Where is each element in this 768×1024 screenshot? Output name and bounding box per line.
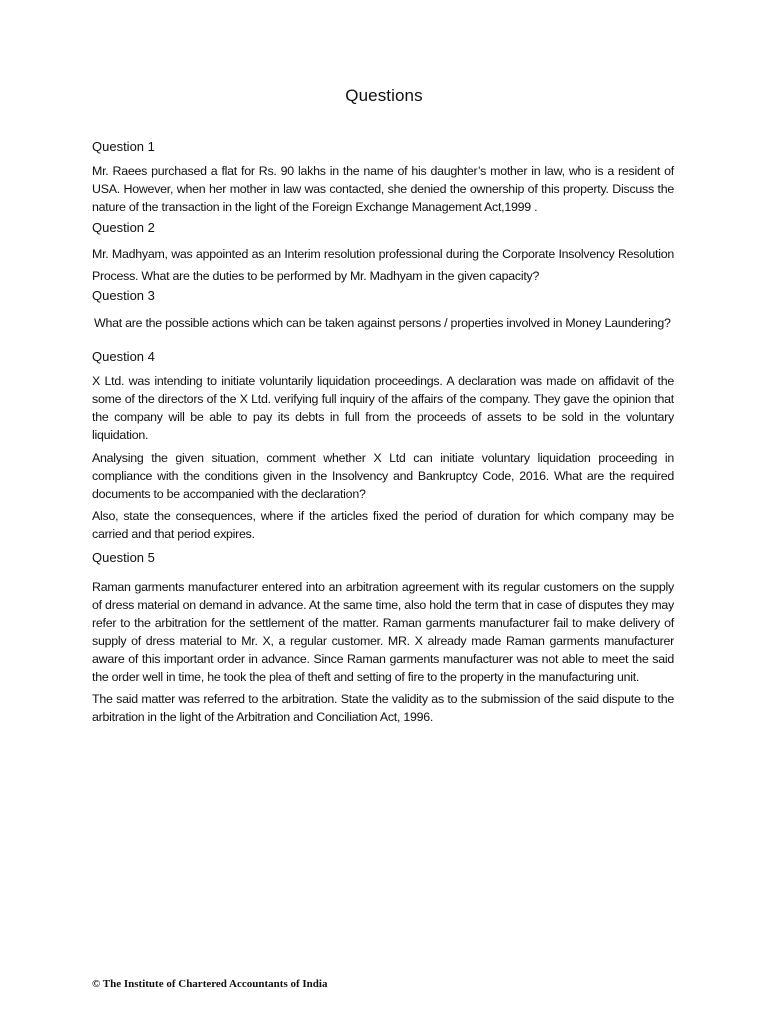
question-heading: Question 3 xyxy=(92,288,155,303)
question-heading: Question 2 xyxy=(92,220,155,235)
footer-copyright: © The Institute of Chartered Accountants of India xyxy=(92,978,328,990)
question-paragraph: Analysing the given situation, comment whether X Ltd can initiate voluntary liquidation proceeding in compliance with the conditions given in the Insolvency and Bankruptcy Code, 2016. What are the required documents to be accompanied with the declaration? xyxy=(92,451,674,501)
question-paragraph: What are the possible actions which can be taken against persons / properties involved in Money Laundering? xyxy=(94,316,671,330)
question-3 xyxy=(92,287,674,332)
question-paragraph: Also, state the consequences, where if the articles fixed the period of duration for which company may be carried and that period expires. xyxy=(92,509,674,541)
question-4 xyxy=(92,348,674,543)
question-paragraph: Raman garments manufacturer entered into an arbitration agreement with its regular customers on the supply of dress material on demand in advance. At the same time, also hold the term that in case of disputes they may refer to the arbitration for the settlement of the matter. Raman garments manufacturer fail to make delivery of supply of dress material to Mr. X, a regular customer. MR. X already made Raman garments manufacturer aware of this important order in advance. Since Raman garments manufacturer was not able to meet the said the order well in time, he took the plea of theft and setting of fire to the property in the manufacturing unit. xyxy=(92,580,674,684)
question-1 xyxy=(92,138,674,216)
question-heading: Question 4 xyxy=(92,349,155,364)
question-heading: Question 1 xyxy=(92,139,155,154)
question-heading: Question 5 xyxy=(92,550,155,565)
question-5 xyxy=(92,549,674,726)
page-title: Questions xyxy=(345,86,423,105)
question-2 xyxy=(92,219,674,287)
question-paragraph: Mr. Madhyam, was appointed as an Interim resolution professional during the Corporate Insolvency Resolution Process. What are the duties to be performed by Mr. Madhyam in the given capacity? xyxy=(92,247,674,283)
question-paragraph: The said matter was referred to the arbitration. State the validity as to the submission of the said dispute to the arbitration in the light of the Arbitration and Conciliation Act, 1996. xyxy=(92,692,674,724)
questions-content xyxy=(92,138,674,726)
question-paragraph: Mr. Raees purchased a flat for Rs. 90 lakhs in the name of his daughter’s mother in law, who is a resident of USA. However, when her mother in law was contacted, she denied the ownership of this property. Discuss the nature of the transaction in the light of the Foreign Exchange Management Act,1999 . xyxy=(92,164,674,214)
question-paragraph: X Ltd. was intending to initiate voluntarily liquidation proceedings. A declaration was made on affidavit of the some of the directors of the X Ltd. verifying full inquiry of the affairs of the company. They gave the opinion that the company will be able to pay its debts in full from the proceeds of assets to be sold in the voluntary liquidation. xyxy=(92,374,674,442)
